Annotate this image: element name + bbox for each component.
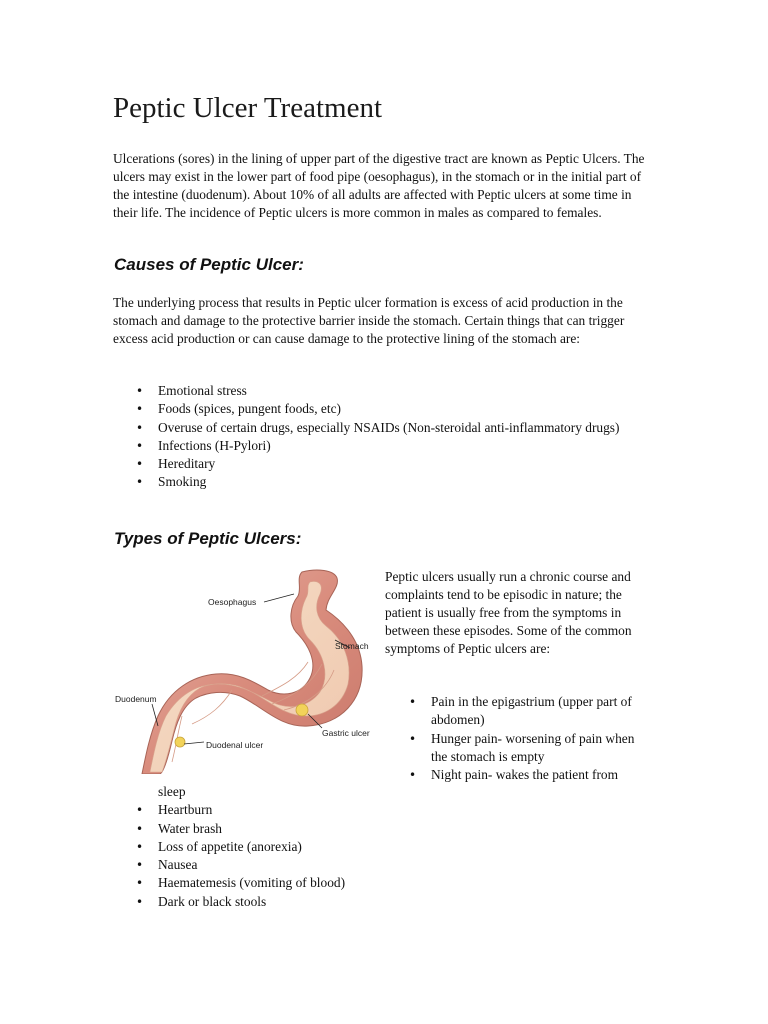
list-item: • Overuse of certain drugs, especially NSAIDs (Non-steroidal anti-inflammatory drugs) [158, 419, 648, 437]
list-item-continuation: sleep [158, 784, 186, 799]
causes-list [158, 382, 648, 492]
list-item: • Dark or black stools [158, 893, 638, 911]
causes-paragraph: The underlying process that results in Peptic ulcer formation is excess of acid production in the stomach and damage to the protective barrier inside the stomach. Certain things that can trigger excess acid production or can cause damage to the protective lining of the stomach are: [113, 295, 625, 346]
intro-paragraph: Ulcerations (sores) in the lining of upper part of the digestive tract are known as Peptic Ulcers. The ulcers may exist in the lower part of food pipe (oesophagus), in the stomach or in the initial part of the intestine (duodenum). About 10% of all adults are affected with Peptic ulcers at some time in their life. The incidence of Peptic ulcers is more common in males as compared to females. [113, 151, 645, 220]
gastric-ulcer-spot [296, 704, 308, 716]
figure-label-stomach: Stomach [335, 641, 369, 651]
figure-label-duodenum: Duodenum [115, 694, 157, 704]
list-item: • Haematemesis (vomiting of blood) [158, 874, 638, 892]
causes-heading: Causes of Peptic Ulcer: [114, 255, 304, 274]
list-item: • Water brash [158, 820, 638, 838]
duodenal-ulcer-spot [175, 737, 185, 747]
list-item: • Hereditary [158, 455, 648, 473]
list-item: • Infections (H-Pylori) [158, 437, 648, 455]
figure-label-duodenal-ulcer: Duodenal ulcer [206, 740, 264, 750]
list-item: • Loss of appetite (anorexia) [158, 838, 638, 856]
list-item: • Hunger pain- worsening of pain when the stomach is empty [431, 730, 651, 767]
figure-label-oesophagus: Oesophagus [208, 597, 257, 607]
list-item: • Pain in the epigastrium (upper part of abdomen) [431, 693, 651, 730]
list-item: • Night pain- wakes the patient from [431, 766, 651, 784]
stomach-diagram [112, 566, 382, 774]
list-item: • Foods (spices, pungent foods, etc) [158, 400, 648, 418]
figure-label-gastric-ulcer: Gastric ulcer [322, 728, 370, 738]
types-heading: Types of Peptic Ulcers: [114, 529, 302, 548]
list-item: • Emotional stress [158, 382, 648, 400]
page-title: Peptic Ulcer Treatment [113, 92, 383, 124]
list-item: • Smoking [158, 473, 648, 491]
list-item: • Heartburn [158, 801, 638, 819]
stomach-ulcer-illustration [112, 566, 382, 774]
symptoms-list-side [431, 693, 651, 784]
symptoms-list-bottom [158, 783, 638, 911]
list-item: • Nausea [158, 856, 638, 874]
types-paragraph: Peptic ulcers usually run a chronic course and complaints tend to be episodic in nature; the patient is usually free from the symptoms in between these episodes. Some of the common symptoms of Peptic ulcers are: [385, 569, 632, 656]
